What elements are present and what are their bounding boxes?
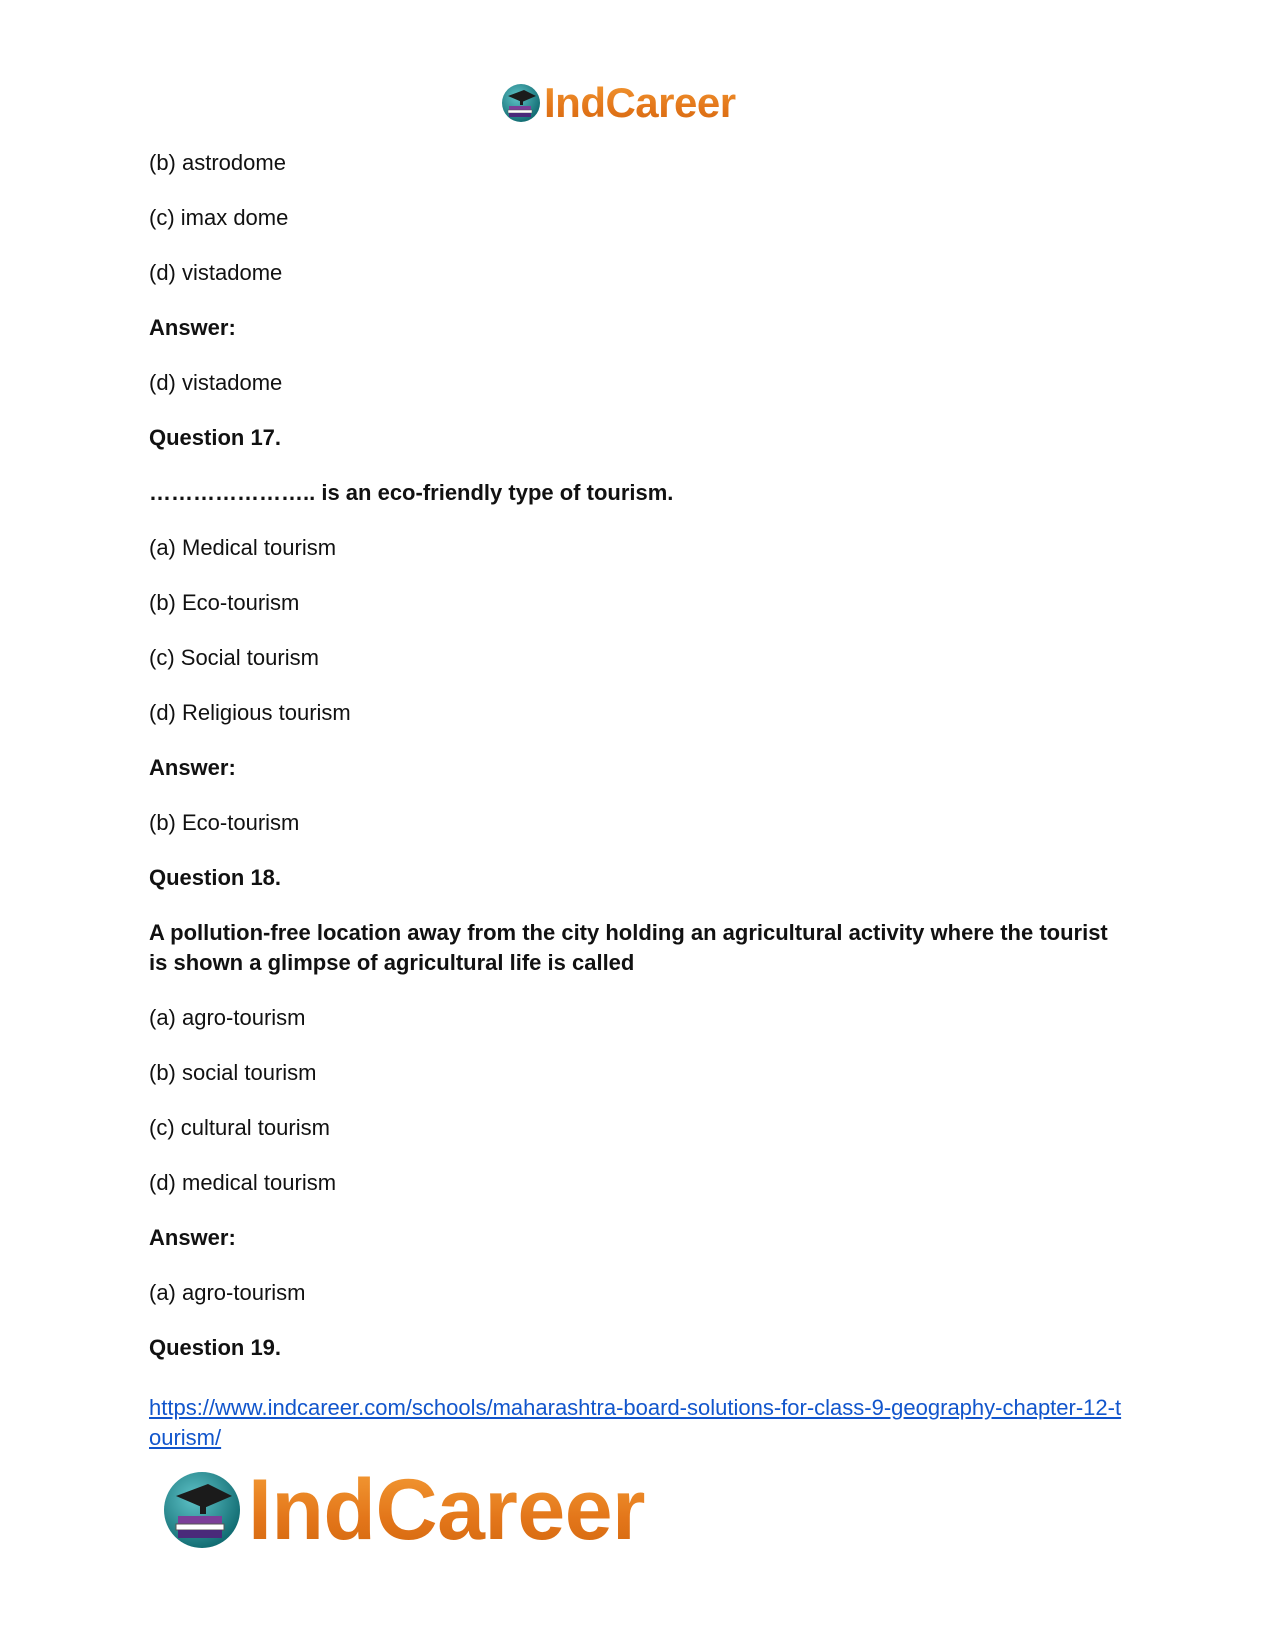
footer-logo — [160, 1460, 645, 1560]
option-text: (a) agro-tourism — [149, 1005, 306, 1030]
question-heading: Question 18. — [149, 865, 282, 890]
option-text: (b) astrodome — [149, 150, 286, 175]
question-heading: Question 17. — [149, 425, 282, 450]
option-text: (a) agro-tourism — [149, 1280, 306, 1305]
logo-globe-icon — [500, 82, 542, 124]
option-text: (a) Medical tourism — [149, 535, 337, 560]
option-text: (b) Eco-tourism — [149, 590, 300, 615]
question-text: A pollution-free location away from the city holding an agricultural activity where the tourist is shown a glimpse of agricultural life is called — [149, 920, 1108, 975]
option-text: (d) Religious tourism — [149, 700, 351, 725]
logo-text: IndCareer — [544, 79, 736, 126]
logo-globe-icon — [160, 1468, 244, 1552]
option-text: (c) imax dome — [149, 205, 289, 230]
option-text: (d) vistadome — [149, 260, 283, 285]
document-body — [149, 148, 1129, 1453]
option-text: (b) social tourism — [149, 1060, 317, 1085]
answer-label: Answer: — [149, 315, 236, 340]
option-text: (c) cultural tourism — [149, 1115, 330, 1140]
option-text: (c) Social tourism — [149, 645, 319, 670]
option-text: (d) medical tourism — [149, 1170, 337, 1195]
option-text: (d) vistadome — [149, 370, 283, 395]
question-heading: Question 19. — [149, 1335, 282, 1360]
logo-text: IndCareer — [248, 1462, 645, 1558]
answer-label: Answer: — [149, 755, 236, 780]
answer-label: Answer: — [149, 1225, 236, 1250]
header-logo — [500, 78, 736, 128]
option-text: (b) Eco-tourism — [149, 810, 300, 835]
question-text: ………………….. is an eco-friendly type of tourism. — [149, 480, 674, 505]
source-url-link[interactable]: https://www.indcareer.com/schools/maharashtra-board-solutions-for-class-9-geography-chapter-12-tourism/ — [149, 1395, 1122, 1450]
